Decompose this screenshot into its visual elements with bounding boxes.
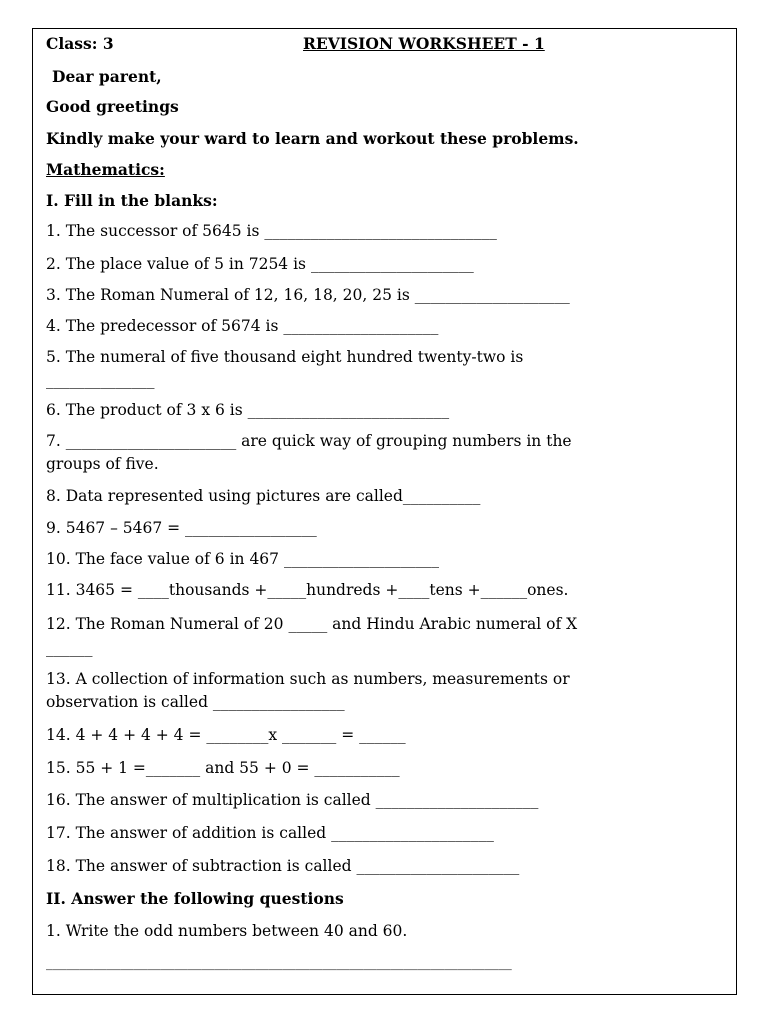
question-13-line1: 13. A collection of information such as numbers, measurements or xyxy=(46,670,570,688)
section2-heading: II. Answer the following questions xyxy=(46,889,344,908)
question-12-line1: 12. The Roman Numeral of 20 _____ and Hindu Arabic numeral of X xyxy=(46,615,578,633)
section1-heading: I. Fill in the blanks: xyxy=(46,191,218,210)
question-14: 14. 4 + 4 + 4 + 4 = ________x _______ = ______ xyxy=(46,726,406,744)
question-10: 10. The face value of 6 in 467 ____________________ xyxy=(46,550,439,568)
class-label: Class: 3 xyxy=(46,34,114,53)
question-5-line2: ______________ xyxy=(46,371,155,389)
question-9: 9. 5467 – 5467 = _________________ xyxy=(46,519,317,537)
question-11: 11. 3465 = ____thousands +_____hundreds +____tens +______ones. xyxy=(46,581,569,599)
greeting: Good greetings xyxy=(46,97,179,116)
answer-line: _____________________________________________________________________ xyxy=(46,955,512,971)
question-3: 3. The Roman Numeral of 12, 16, 18, 20, 25 is ____________________ xyxy=(46,286,570,304)
question-6: 6. The product of 3 x 6 is __________________________ xyxy=(46,401,450,419)
salutation: Dear parent, xyxy=(52,67,162,86)
question-15: 15. 55 + 1 =_______ and 55 + 0 = ___________ xyxy=(46,759,400,777)
question-7-line2: groups of five. xyxy=(46,455,159,473)
question-4: 4. The predecessor of 5674 is ____________________ xyxy=(46,317,439,335)
question-7-line1: 7. ______________________ are quick way of grouping numbers in the xyxy=(46,432,572,450)
question-12-line2: ______ xyxy=(46,639,93,657)
question-13-line2: observation is called _________________ xyxy=(46,693,345,711)
question-5-line1: 5. The numeral of five thousand eight hundred twenty-two is xyxy=(46,348,524,366)
subject-heading: Mathematics: xyxy=(46,160,165,179)
section2-question-1: 1. Write the odd numbers between 40 and 60. xyxy=(46,922,408,940)
question-2: 2. The place value of 5 in 7254 is _____________________ xyxy=(46,255,474,273)
question-18: 18. The answer of subtraction is called _____________________ xyxy=(46,857,520,875)
question-17: 17. The answer of addition is called _____________________ xyxy=(46,824,494,842)
question-16: 16. The answer of multiplication is called _____________________ xyxy=(46,791,539,809)
question-1: 1. The successor of 5645 is ______________________________ xyxy=(46,222,497,240)
worksheet-title: REVISION WORKSHEET - 1 xyxy=(303,34,545,53)
question-8: 8. Data represented using pictures are called__________ xyxy=(46,487,481,505)
instruction: Kindly make your ward to learn and workout these problems. xyxy=(46,129,579,148)
